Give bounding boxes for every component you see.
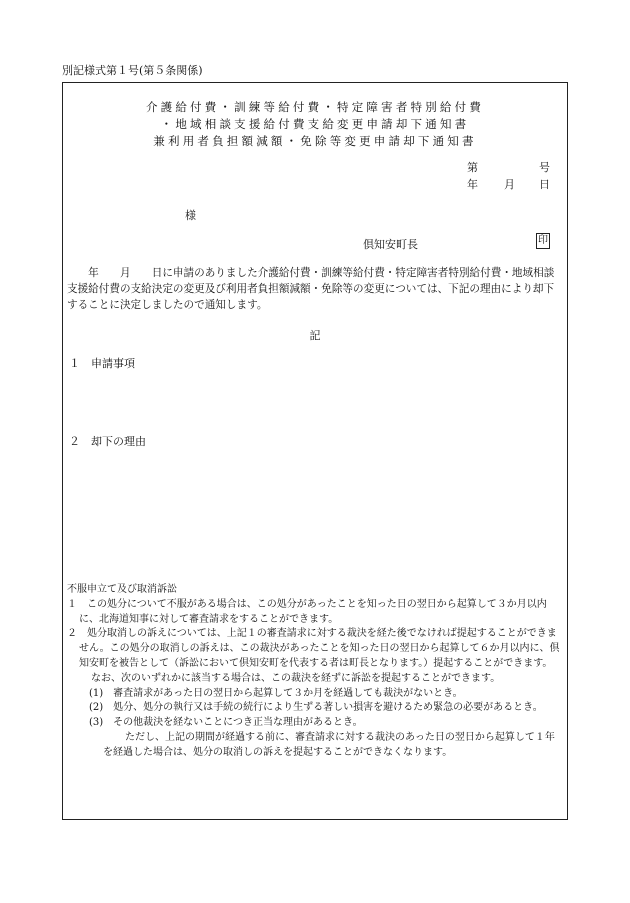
appeal-paragraph-3: なお、次のいずれかに該当する場合は、この裁決を経ずに訴訟を提起することができます。	[91, 672, 501, 684]
date-month: 月	[504, 178, 515, 191]
document-number-suffix: 号	[539, 161, 550, 174]
appeal-heading: 不服申立て及び取消訴訟	[67, 584, 177, 595]
issuer-name: 倶知安町長	[363, 238, 418, 251]
seal-box: 印	[536, 233, 550, 249]
ki-heading: 記	[309, 329, 321, 342]
title-line-3: 兼利用者負担額減額・免除等変更申請却下通知書	[153, 134, 477, 148]
date-day: 日	[539, 178, 550, 191]
appeal-paragraph-1: １ この処分について不服がある場合は、この処分があったことを知った日の翌日から起算して３か月以内に、北海道知事に対して審査請求をすることができます。	[67, 598, 547, 625]
section-application-items: １ 申請事項	[69, 357, 135, 370]
title-line-1: 介護給付費・訓練等給付費・特定障害者特別給付費	[145, 100, 485, 114]
appeal-item-1: (1) 審査請求があった日の翌日から起算して３か月を経過しても裁決がないとき。	[89, 687, 463, 699]
section-rejection-reason: ２ 却下の理由	[69, 435, 146, 448]
document-number-prefix: 第	[467, 161, 478, 174]
form-number: 別記様式第１号(第５条関係)	[62, 64, 203, 77]
appeal-paragraph-2: ２ 処分取消しの訴えについては、上記１の審査請求に対する裁決を経た後でなければ提起することができません。この処分の取消しの訴えは、この裁決があったことを知った日の翌日から起算して６か月以内に、倶知安町を被告として（訴訟において倶知安町を代表する者は町長となります。）提起することができます。	[67, 628, 560, 669]
appeal-paragraph-4: ただし、上記の期間が経過する前に、審査請求に対する裁決のあった日の翌日から起算して１年を経過した場合は、処分の取消しの訴えを提起することができなくなります。	[103, 731, 555, 758]
date-year: 年	[467, 178, 478, 191]
appeal-item-2: (2) 処分、処分の執行又は手続の続行により生ずる著しい損害を避けるため緊急の必要があるとき。	[89, 702, 543, 714]
recipient-honorific: 様	[185, 209, 196, 222]
appeal-item-3: (3) その他裁決を経ないことにつき正当な理由があるとき。	[89, 717, 363, 729]
appeal-notice	[67, 583, 564, 761]
notice-body: 年 月 日に申請のありました介護給付費・訓練等給付費・特定障害者特別給付費・地域相談支援給付費の支給決定の変更及び利用者負担額減額・免除等の変更については、下記の理由により却下することに決定しましたので通知します。	[67, 267, 555, 311]
notice-frame	[62, 82, 568, 820]
title-line-2: ・地域相談支援給付費支給変更申請却下通知書	[160, 117, 470, 131]
